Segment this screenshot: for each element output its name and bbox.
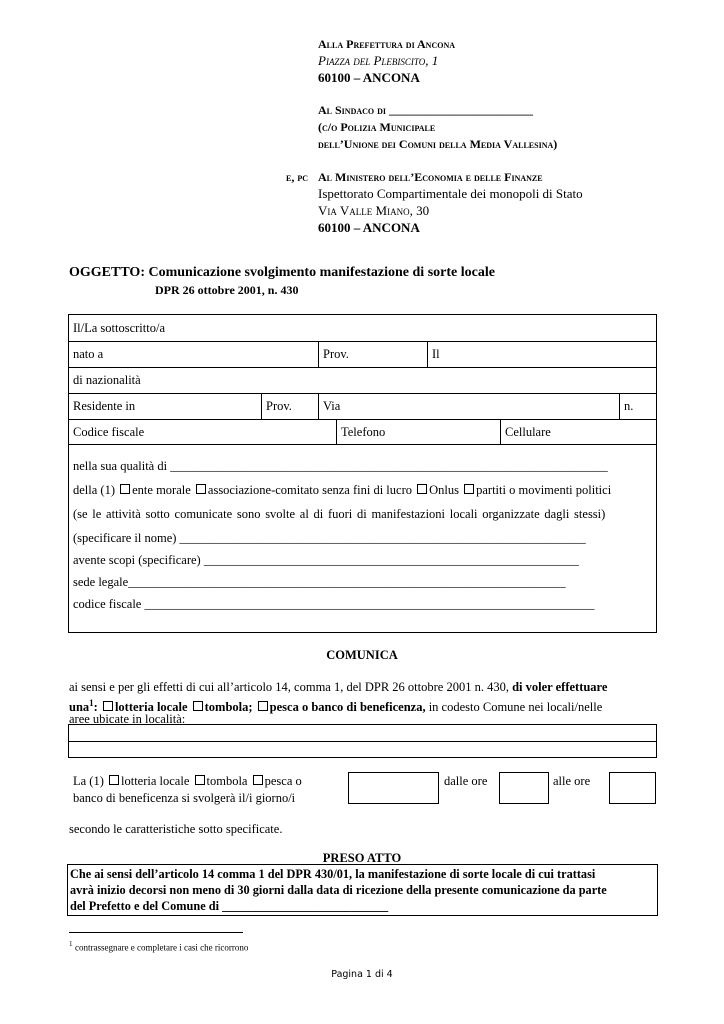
footnote-ref: 1 xyxy=(89,698,94,708)
localita-field-2[interactable] xyxy=(69,742,656,758)
numero-label: n. xyxy=(624,399,634,413)
prov-nascita-field[interactable] xyxy=(318,341,427,367)
prov-residenza-field[interactable] xyxy=(261,393,318,419)
localita-box xyxy=(68,724,657,758)
tombola-label: tombola; xyxy=(204,700,253,715)
della-prefix: della (1) xyxy=(73,483,115,497)
localita-field-1[interactable] xyxy=(69,725,656,742)
telefono-field[interactable] xyxy=(336,419,500,445)
data-nascita-field[interactable] xyxy=(427,341,656,367)
prov-nascita-label: Prov. xyxy=(323,347,349,361)
dalle-ore-label: dalle ore xyxy=(444,774,488,788)
applicant-table xyxy=(68,314,657,445)
schedule-lotteria-checkbox[interactable] xyxy=(109,775,119,785)
nato-a-label: nato a xyxy=(73,347,104,361)
polizia-line1: (c/o Polizia Municipale xyxy=(318,120,436,134)
codice-fiscale-label: Codice fiscale xyxy=(73,425,145,439)
ente-morale-checkbox[interactable] xyxy=(120,484,130,494)
comunica-text-1: ai sensi e per gli effetti di cui all’articolo 14, comma 1, del DPR 26 ottobre 2001 n. 430, xyxy=(69,680,509,694)
subject-subtitle: DPR 26 ottobre 2001, n. 430 xyxy=(155,283,299,297)
onlus-label: Onlus xyxy=(429,483,459,497)
sede-legale-line[interactable]: sede legale______________________________________________________________________ xyxy=(73,575,566,589)
nazionalita-label: di nazionalità xyxy=(73,373,141,387)
numero-field[interactable] xyxy=(619,393,656,419)
ministero-prefix: e, pc xyxy=(286,170,308,184)
onlus-checkbox[interactable] xyxy=(417,484,427,494)
schedule-pesca-checkbox[interactable] xyxy=(253,775,263,785)
ministero-office: Ispettorato Compartimentale dei monopoli di Stato xyxy=(318,186,583,201)
preso-atto-box xyxy=(67,864,658,916)
prefettura-address: Piazza del Plebiscito, 1 xyxy=(318,53,439,68)
lotteria-label: lotteria locale xyxy=(114,700,188,715)
comunica-text-2: in codesto Comune nei locali/nelle xyxy=(428,700,603,715)
dalle-ore-field[interactable] xyxy=(499,772,549,804)
row-nascita xyxy=(69,341,656,368)
comunica-line3: aree ubicate in località: xyxy=(69,712,186,726)
footnote xyxy=(69,938,248,954)
prov-residenza-label: Prov. xyxy=(266,399,292,413)
nazionalita-field[interactable] xyxy=(69,367,656,393)
il-label: Il xyxy=(432,347,440,361)
scopi-line[interactable]: avente scopi (specificare) ____________________________________________________________ xyxy=(73,553,579,567)
polizia-line2: dell’Unione dei Comuni della Media Vallesina) xyxy=(318,137,558,151)
lotteria-checkbox[interactable] xyxy=(103,701,113,711)
giorno-field[interactable] xyxy=(348,772,439,804)
secondo-text: secondo le caratteristiche sotto specificate. xyxy=(69,822,283,836)
associazione-label: associazione-comitato senza fini di lucro xyxy=(207,483,412,497)
tombola-checkbox[interactable] xyxy=(193,701,203,711)
la-prefix: La (1) xyxy=(73,774,104,788)
page-number: Pagina 1 di 4 xyxy=(331,969,393,980)
pesca-label: pesca o banco di beneficenza, xyxy=(269,700,426,715)
associazione-checkbox[interactable] xyxy=(196,484,206,494)
prefettura-city: 60100 – ANCONA xyxy=(318,70,420,85)
specificare-nome-line[interactable]: (specificare il nome) _________________________________________________________________ xyxy=(73,531,586,545)
residente-label: Residente in xyxy=(73,399,136,413)
nato-a-field[interactable] xyxy=(69,341,318,367)
comunica-heading: COMUNICA xyxy=(326,648,398,662)
comunica-line2: una$^1$: lotteria locale tombola; pesca o banco di beneficenza, in codesto Comune nei locali/nelle xyxy=(69,698,603,715)
una-label: una xyxy=(69,700,90,715)
partiti-checkbox[interactable] xyxy=(464,484,474,494)
comunica-text-bold: di voler effettuare xyxy=(512,680,608,694)
schedule-line1 xyxy=(73,773,302,789)
partiti-label: partiti o movimenti politici xyxy=(476,483,612,497)
della-line xyxy=(73,482,648,498)
row-nazionalita xyxy=(69,367,656,394)
preso-atto-line1: Che ai sensi dell’articolo 14 comma 1 del DPR 430/01, la manifestazione di sorte locale di cui trattasi xyxy=(70,867,596,881)
ente-morale-label: ente morale xyxy=(132,483,191,497)
row-sottoscritto xyxy=(69,315,656,342)
schedule-pesca-label: pesca o xyxy=(264,774,302,788)
residente-field[interactable] xyxy=(69,393,261,419)
sottoscritto-label: Il/La sottoscritto/a xyxy=(73,321,165,335)
ministero-city: 60100 – ANCONA xyxy=(318,220,420,235)
prefettura-title: Alla Prefettura di Ancona xyxy=(318,37,456,51)
footnote-separator xyxy=(69,932,243,933)
preso-atto-line3[interactable]: del Prefetto e del Comune di ___________________________ xyxy=(70,899,389,913)
codice-fiscale-ente-line[interactable]: codice fiscale ________________________________________________________________________ xyxy=(73,597,595,611)
alle-ore-label: alle ore xyxy=(553,774,591,788)
schedule-tombola-label: tombola xyxy=(206,774,248,788)
ministero-title: Al Ministero dell’Economia e delle Finanze xyxy=(318,170,543,184)
sindaco-title: Al Sindaco di ________________________ xyxy=(318,103,534,117)
ministero-address: Via Valle Miano, 30 xyxy=(318,203,430,218)
cellulare-label: Cellulare xyxy=(505,425,551,439)
comunica-line1 xyxy=(69,679,659,695)
preso-atto-heading: PRESO ATTO xyxy=(322,851,402,865)
row-residenza xyxy=(69,393,656,420)
schedule-lotteria-label: lotteria locale xyxy=(121,774,190,788)
schedule-tombola-checkbox[interactable] xyxy=(195,775,205,785)
cellulare-field[interactable] xyxy=(500,419,656,445)
row-contatti xyxy=(69,419,656,445)
attivita-note: (se le attività sotto comunicate sono svolte al di fuori di manifestazioni locali organizzate dagli stessi) xyxy=(73,507,606,521)
preso-atto-line2: avrà inizio decorsi non meno di 30 giorni dalla data di ricezione della presente comunicazione da parte xyxy=(70,883,607,897)
qualita-line[interactable]: nella sua qualità di ______________________________________________________________________ xyxy=(73,459,608,473)
footnote-text: contrassegnare e completare i casi che ricorrono xyxy=(75,942,249,953)
sottoscritto-field[interactable] xyxy=(69,315,656,341)
alle-ore-field[interactable] xyxy=(609,772,656,804)
schedule-line2: banco di beneficenza si svolgerà il/i giorno/i xyxy=(73,791,296,805)
subject-title: OGGETTO: Comunicazione svolgimento manifestazione di sorte locale xyxy=(69,265,495,280)
footnote-number: 1 xyxy=(69,940,73,948)
qualita-box xyxy=(68,445,657,633)
pesca-checkbox[interactable] xyxy=(258,701,268,711)
via-field[interactable] xyxy=(318,393,619,419)
via-label: Via xyxy=(323,399,341,413)
codice-fiscale-field[interactable] xyxy=(69,419,336,445)
telefono-label: Telefono xyxy=(341,425,386,439)
